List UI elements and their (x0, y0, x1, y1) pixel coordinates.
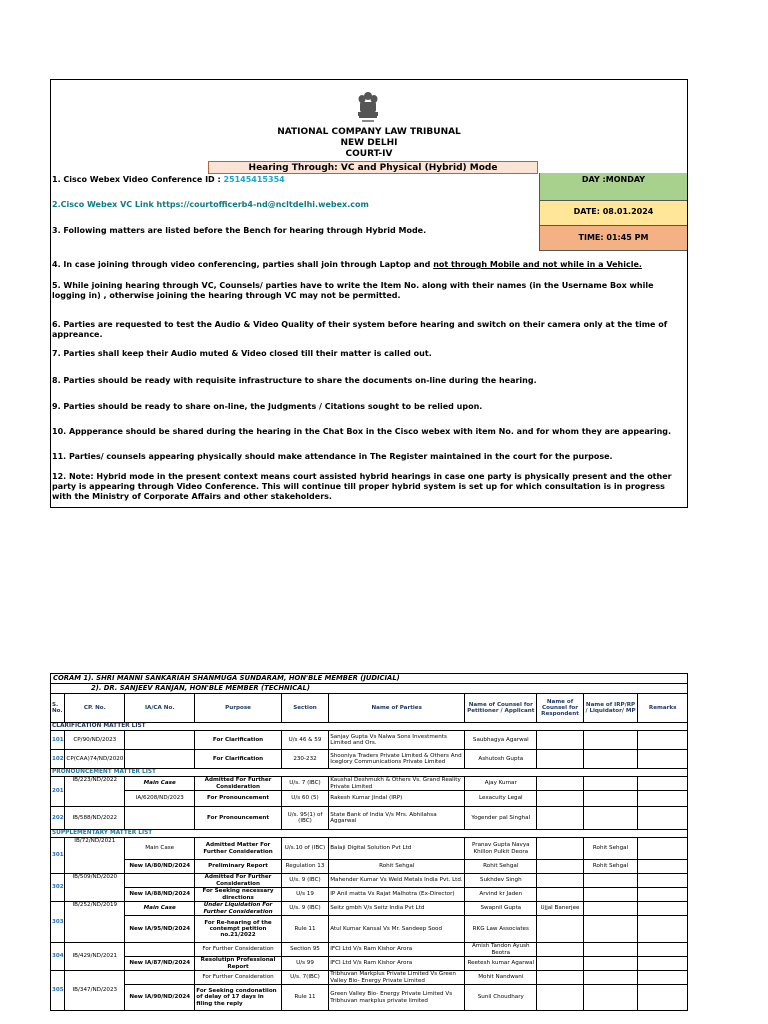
irp (583, 985, 638, 1011)
purpose: For Clarification (195, 731, 282, 750)
webex-id-value[interactable]: 25145415354 (223, 175, 285, 184)
table-row (51, 943, 688, 957)
court-number: COURT-IV (345, 149, 393, 159)
irp (583, 791, 638, 807)
section: U/s. 7(IBC) (281, 971, 328, 985)
col-parties: Name of Parties (329, 694, 465, 723)
item-number: 201 (51, 777, 65, 807)
table-row (51, 791, 688, 807)
table-row (51, 750, 688, 769)
note-4-underlined: not through Mobile and not while in a Vehicle. (433, 260, 642, 269)
hearing-mode-banner: Hearing Through: VC and Physical (Hybrid) Mode (208, 161, 538, 174)
parties: Balaji Digital Solution Pvt Ltd (329, 838, 465, 860)
table-row (51, 874, 688, 888)
day-cell: DAY :MONDAY (539, 173, 687, 200)
parties: Green Valley Bio- Energy Private Limited Vs Tribhuvan markplus private limited (329, 985, 465, 1011)
petitioner-counsel: Ajay Kumar (465, 777, 537, 791)
table-row (51, 777, 688, 791)
parties: Tribhuvan Markplus Private Limited Vs Green Valley Bio- Energy Private Limited (329, 971, 465, 985)
purpose: For Pronouncement (195, 807, 282, 830)
petitioner-counsel: RKG Law Associates (465, 916, 537, 943)
section: 230-232 (281, 750, 328, 769)
ia-number: New IA/90/ND/2024 (125, 985, 195, 1011)
date-cell: DATE: 08.01.2024 (539, 200, 687, 225)
purpose: For Further Consideration (195, 943, 282, 957)
respondent-counsel (537, 777, 583, 791)
respondent-counsel (537, 971, 583, 985)
section: U/s 99 (281, 957, 328, 971)
remarks (638, 902, 688, 916)
irp (583, 750, 638, 769)
webex-id-label: 1. Cisco Webex Video Conference ID : (52, 175, 221, 184)
parties: Shooniya Traders Private Limited & Others And Iceglory Communications Private Limited (329, 750, 465, 769)
petitioner-counsel: Saubhagya Agarwal (465, 731, 537, 750)
respondent-counsel (537, 860, 583, 874)
remarks (638, 916, 688, 943)
petitioner-counsel: Reetesh kumar Agarwal (465, 957, 537, 971)
purpose: For Clarification (195, 750, 282, 769)
remarks (638, 777, 688, 791)
note-5: 5. While joining hearing through VC, Counsels/ parties have to write the Item No. along with their names (in the Username Box while logging in) , otherwise joining the hearing through VC may not be permitted. (52, 281, 654, 300)
tribunal-name: NATIONAL COMPANY LAW TRIBUNAL (277, 127, 461, 137)
col-pet-counsel: Name of Counsel for Petitioner / Applicant (465, 694, 537, 723)
respondent-counsel: Ujjal Banerjee (537, 902, 583, 916)
ia-number (125, 971, 195, 985)
parties: IFCI Ltd V/s Ram Kishor Arora (329, 943, 465, 957)
respondent-counsel (537, 888, 583, 902)
cp-number: IB/588/ND/2022 (65, 807, 125, 830)
note-10: 10. Appperance should be shared during the hearing in the Chat Box in the Cisco webex with item No. and for whom they are appearing. (52, 427, 672, 436)
parties: Kaushal Deshmukh & Others Vs. Grand Reality Private Limited (329, 777, 465, 791)
irp (583, 943, 638, 957)
parties: Rohit Sehgal (329, 860, 465, 874)
section: Rule 11 (281, 916, 328, 943)
ia-number (125, 750, 195, 769)
table-row (51, 807, 688, 830)
respondent-counsel (537, 985, 583, 1011)
note-6: 6. Parties are requested to test the Audio & Video Quality of their system before hearing and switch on their camera only at the time of appreance. (52, 320, 668, 339)
irp (583, 902, 638, 916)
col-irp: Name of IRP/RP / Liquidator/ MP (583, 694, 638, 723)
note-7: 7. Parties shall keep their Audio muted & Video closed till their matter is called out. (52, 349, 432, 358)
remarks (638, 807, 688, 830)
purpose: For Seeking condonatiion of delay of 17 days in filing the reply (195, 985, 282, 1011)
section: U/s 60 (5) (281, 791, 328, 807)
note-4 (52, 260, 685, 270)
remarks (638, 874, 688, 888)
col-section: Section (281, 694, 328, 723)
national-emblem-icon (353, 90, 383, 126)
parties: Seitz gmbh V/s Seitz India Pvt Ltd (329, 902, 465, 916)
parties: IP Anil matta Vs Rajat Malhotra (Ex-Director) (329, 888, 465, 902)
col-resp-counsel: Name of Counsel for Respondent (537, 694, 583, 723)
section-supplementary: SUPPLEMENTARY MATTER LIST (51, 830, 688, 838)
item-number: 305 (51, 971, 65, 1011)
section: U/s. 95(1) of (IBC) (281, 807, 328, 830)
irp (583, 916, 638, 943)
parties: IFCI Ltd V/s Ram Kishor Arora (329, 957, 465, 971)
parties: State Bank of India V/s Mrs. Abhilahsa Aggarwal (329, 807, 465, 830)
col-ia: IA/CA No. (125, 694, 195, 723)
petitioner-counsel: Sunil Choudhary (465, 985, 537, 1011)
col-purpose: Purpose (195, 694, 282, 723)
section: U/s. 7 (IBC) (281, 777, 328, 791)
item-number: 101 (51, 731, 65, 750)
table-row (51, 902, 688, 916)
table-row (51, 860, 688, 874)
section: Rule 11 (281, 985, 328, 1011)
item-number: 302 (51, 874, 65, 902)
remarks (638, 731, 688, 750)
irp (583, 874, 638, 888)
item-number: 301 (51, 838, 65, 874)
respondent-counsel (537, 874, 583, 888)
purpose: For Further Consideration (195, 971, 282, 985)
cp-number: CP/90/ND/2023 (65, 731, 125, 750)
remarks (638, 888, 688, 902)
remarks (638, 943, 688, 957)
parties: Atul Kumar Kansal Vs Mr. Sandeep Sood (329, 916, 465, 943)
remarks (638, 860, 688, 874)
note-8: 8. Parties should be ready with requisite infrastructure to share the documents on-line during the hearing. (52, 376, 537, 385)
irp (583, 807, 638, 830)
petitioner-counsel: Yogender pal Singhal (465, 807, 537, 830)
coram-line-1: CORAM 1). SHRI MANNI SANKARIAH SHANMUGA SUNDARAM, HON'BLE MEMBER (JUDICIAL) (51, 674, 688, 684)
respondent-counsel (537, 838, 583, 860)
note-12: 12. Note: Hybrid mode in the present context means court assisted hybrid hearings in case one party is physically present and the other party is appearing through Video Conference. This will continue till proper hybrid system is set up for which consultation is in progress with the Ministry of Corporate Affairs and other stakeholders. (52, 472, 672, 501)
ia-number (125, 807, 195, 830)
petitioner-counsel: Lexacuity Legal (465, 791, 537, 807)
petitioner-counsel: Ashutosh Gupta (465, 750, 537, 769)
col-cp: CP. No. (65, 694, 125, 723)
section: Regulation 13 (281, 860, 328, 874)
ia-number: New IA/88/ND/2024 (125, 888, 195, 902)
table-row (51, 916, 688, 943)
purpose: Under Liquidation For Further Consideration (195, 902, 282, 916)
purpose: Preliminary Report (195, 860, 282, 874)
respondent-counsel (537, 750, 583, 769)
ia-number (125, 874, 195, 888)
parties: Mahender Kumar Vs Weld Metals India Pvt. Ltd. (329, 874, 465, 888)
section: U/s 46 & 59 (281, 731, 328, 750)
ia-number (125, 943, 195, 957)
ia-number: Main Case (125, 777, 195, 791)
note-11: 11. Parties/ counsels appearing physically should make attendance in The Register maintained in the court for the purpose. (52, 452, 613, 461)
purpose: For Re-hearing of the contempt petition no.21/2022 (195, 916, 282, 943)
item-number: 304 (51, 943, 65, 971)
remarks (638, 971, 688, 985)
item-number: 303 (51, 902, 65, 943)
table-row (51, 731, 688, 750)
ia-number: Main Case (125, 902, 195, 916)
col-sno: S. No. (51, 694, 65, 723)
purpose: Admitted Matter For Further Consideration (195, 838, 282, 860)
ia-number: New IA/80/ND/2024 (125, 860, 195, 874)
ia-number: New IA/87/ND/2024 (125, 957, 195, 971)
cp-number: IB/509/ND/2020 (65, 874, 125, 902)
cp-number: CP(CAA)74/ND/2020 (65, 750, 125, 769)
remarks (638, 838, 688, 860)
table-header-row (51, 694, 688, 723)
cp-number: IB/72/ND/2021 (65, 838, 125, 874)
table-row (51, 888, 688, 902)
remarks (638, 750, 688, 769)
parties: Sanjay Gupta Vs Nalwa Sons Investments Limited and Ors. (329, 731, 465, 750)
petitioner-counsel: Rohit Sehgal (465, 860, 537, 874)
petitioner-counsel: Swapnil Gupta (465, 902, 537, 916)
section: U/s. 9 (IBC) (281, 902, 328, 916)
section-pronouncement: PRONOUNCEMENT MATTER LIST (51, 769, 688, 777)
irp (583, 888, 638, 902)
section: U/s.10 of (IBC) (281, 838, 328, 860)
note-4-text: 4. In case joining through video conferencing, parties shall join through Laptop and (52, 260, 434, 269)
petitioner-counsel: Amish Tandon Ayush Beotra (465, 943, 537, 957)
note-9: 9. Parties should be ready to share on-line, the Judgments / Citations sought to be relied upon. (52, 402, 483, 411)
petitioner-counsel: Sukhdev Singh (465, 874, 537, 888)
ia-number: Main Case (125, 838, 195, 860)
table-row (51, 985, 688, 1011)
irp: Rohit Sehgal (583, 860, 638, 874)
cp-number: IB/429/ND/2021 (65, 943, 125, 971)
webex-link[interactable]: 2.Cisco Webex VC Link https://courtofficerb4-nd@ncltdelhi.webex.com (52, 200, 369, 209)
coram-line-2: 2). DR. SANJEEV RANJAN, HON'BLE MEMBER (TECHNICAL) (51, 684, 688, 694)
irp (583, 777, 638, 791)
remarks (638, 957, 688, 971)
purpose: Admitted For Further Consideration (195, 874, 282, 888)
hearing-notice (50, 79, 688, 508)
respondent-counsel (537, 943, 583, 957)
section: Section 95 (281, 943, 328, 957)
ia-number (125, 731, 195, 750)
cp-number: IB/223/ND/2022 (65, 777, 125, 807)
purpose: For Pronouncement (195, 791, 282, 807)
time-cell: TIME: 01:45 PM (539, 225, 687, 251)
cause-list-table (50, 673, 688, 1011)
table-row (51, 957, 688, 971)
respondent-counsel (537, 807, 583, 830)
parties: Rakesh Kumar Jindal (IRP) (329, 791, 465, 807)
remarks (638, 985, 688, 1011)
table-row (51, 971, 688, 985)
item-number: 102 (51, 750, 65, 769)
table-row (51, 838, 688, 860)
respondent-counsel (537, 791, 583, 807)
webex-id-line (52, 175, 285, 185)
petitioner-counsel: Mohit Nandwani (465, 971, 537, 985)
section-clarification: CLARIFICATION MATTER LIST (51, 723, 688, 731)
purpose: Admitted For Further Consideration (195, 777, 282, 791)
cp-number: IB/347/ND/2023 (65, 971, 125, 1011)
respondent-counsel (537, 731, 583, 750)
bench-line: 3. Following matters are listed before the Bench for hearing through Hybrid Mode. (52, 226, 427, 235)
section: U/s 19 (281, 888, 328, 902)
irp (583, 731, 638, 750)
item-number: 202 (51, 807, 65, 830)
ia-number: New IA/95/ND/2024 (125, 916, 195, 943)
col-remarks: Remarks (638, 694, 688, 723)
tribunal-city: NEW DELHI (340, 138, 398, 148)
respondent-counsel (537, 957, 583, 971)
petitioner-counsel: Arvind kr Jaden (465, 888, 537, 902)
purpose: For Seeking necessary directions (195, 888, 282, 902)
petitioner-counsel: Pranav Gupta Navya Khillon Pulkit Deora (465, 838, 537, 860)
irp (583, 971, 638, 985)
irp (583, 957, 638, 971)
irp: Rohit Sehgal (583, 838, 638, 860)
cause-list (50, 673, 688, 1011)
purpose: Resolutipn Professional Report (195, 957, 282, 971)
remarks (638, 791, 688, 807)
cp-number: IB/252/ND/2019 (65, 902, 125, 943)
respondent-counsel (537, 916, 583, 943)
section: U/s. 9 (IBC) (281, 874, 328, 888)
ia-number: IA/6208/ND/2023 (125, 791, 195, 807)
